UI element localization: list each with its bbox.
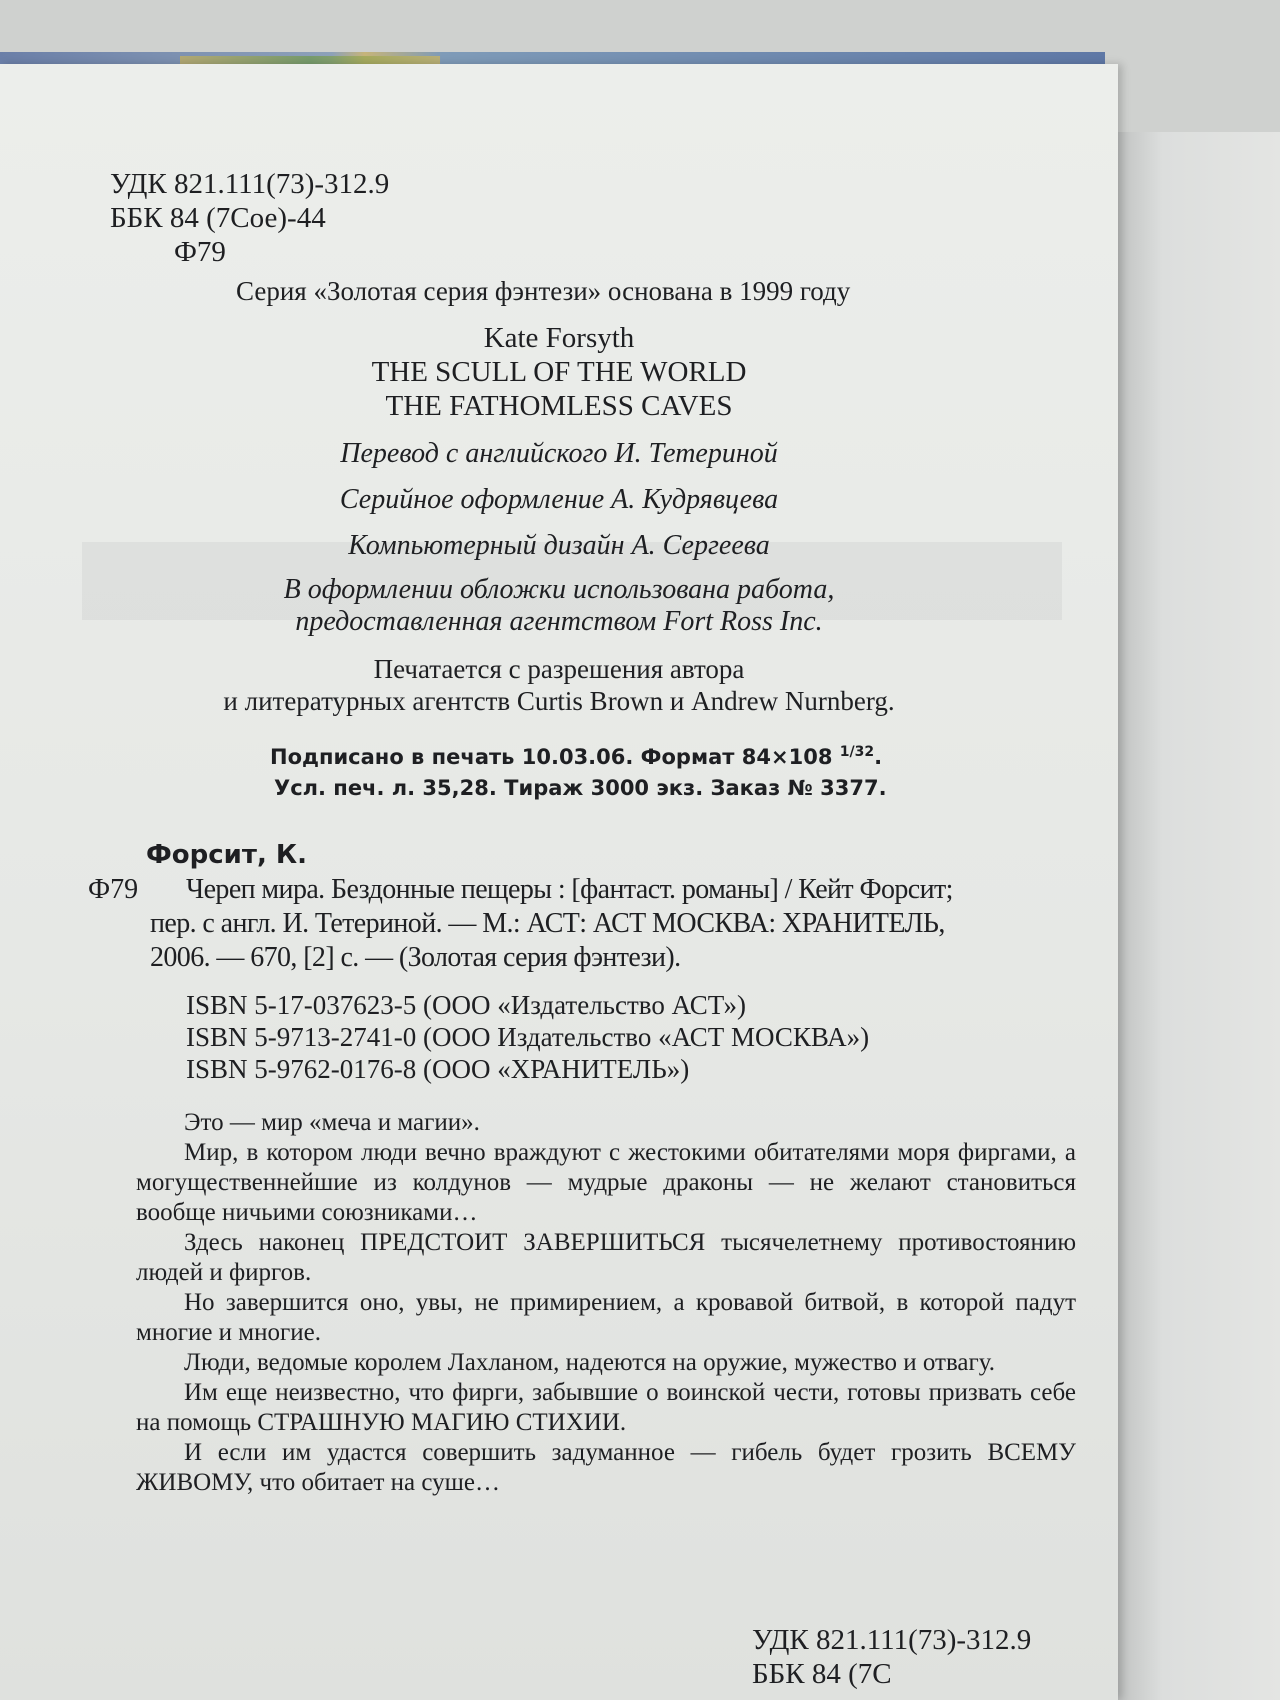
author-mark: Ф79 — [174, 236, 226, 268]
isbn-ast: ISBN 5-17-037623-5 (ООО «Издательство АСТ») — [186, 990, 747, 1020]
computer-design-credit: Компьютерный дизайн А. Сергеева — [348, 530, 770, 561]
annotation-paragraph — [136, 1108, 1076, 1498]
annotation-line: И если им удастся совершить задуманное — гибель будет грозить ВСЕМУ ЖИВОМУ, что обитает на суше… — [136, 1439, 1076, 1496]
catalog-entry-line-3: 2006. — 670, [2] с. — (Золотая серия фэнтези). — [150, 942, 681, 973]
catalog-mark: Ф79 — [88, 874, 139, 905]
print-info-end: . — [874, 745, 883, 769]
annotation-line: Но завершится оно, увы, не примирением, а кровавой битвой, в которой падут многие и многие. — [136, 1289, 1076, 1346]
facing-page — [1112, 132, 1280, 1700]
udk-code: УДК 821.111(73)-312.9 — [110, 168, 390, 200]
original-author: Kate Forsyth — [483, 322, 635, 354]
print-info-line-2: Усл. печ. л. 35,28. Тираж 3000 экз. Заказ № 3377. — [274, 776, 887, 800]
series-design-credit: Серийное оформление А. Кудрявцева — [339, 484, 779, 515]
translator-credit: Перевод с английского И. Тетериной — [340, 438, 778, 469]
series-note: Серия «Золотая серия фэнтези» основана в 1999 году — [236, 276, 851, 306]
annotation-line: Люди, ведомые королем Лахланом, надеются на оружие, мужество и отвагу. — [184, 1349, 996, 1376]
print-info-line-1 — [270, 744, 882, 769]
permission-line-2: и литературных агентств Curtis Brown и Andrew Nurnberg. — [223, 686, 895, 716]
imprint-page — [0, 64, 1118, 1700]
catalog-entry-line-1: Череп мира. Бездонные пещеры : [фантаст. романы] / Кейт Форсит; — [186, 874, 953, 905]
footer-udk: УДК 821.111(73)-312.9 — [752, 1624, 1032, 1656]
print-info-text: Подписано в печать 10.03.06. Формат 84×108 — [270, 745, 833, 769]
bbk-code: ББК 84 (7Сое)-44 — [110, 202, 326, 234]
isbn-khranitel: ISBN 5-9762-0176-8 (ООО «ХРАНИТЕЛЬ») — [186, 1054, 690, 1084]
cover-credit-line-1: В оформлении обложки использована работа, — [283, 574, 835, 605]
catalog-entry-line-2: пер. с англ. И. Тетериной. — М.: АСТ: АСТ МОСКВА: ХРАНИТЕЛЬ, — [150, 908, 945, 939]
isbn-ast-moskva: ISBN 5-9713-2741-0 (ООО Издательство «АСТ МОСКВА») — [186, 1022, 870, 1052]
permission-line-1: Печатается с разрешения автора — [373, 654, 745, 684]
original-title-1: THE SCULL OF THE WORLD — [371, 356, 747, 388]
original-title-2: THE FATHOMLESS CAVES — [385, 390, 733, 422]
catalog-heading: Форсит, К. — [146, 840, 308, 870]
cover-credit-line-2: предоставленная агентством Fort Ross Inc. — [295, 606, 823, 637]
annotation-line: Это — мир «меча и магии». — [184, 1109, 480, 1136]
footer-bbk-partial: ББК 84 (7С — [752, 1658, 892, 1690]
annotation-line: Здесь наконец ПРЕДСТОИТ ЗАВЕРШИТЬСЯ тысячелетнему противостоянию людей и фиргов. — [136, 1229, 1076, 1286]
annotation-line: Им еще неизвестно, что фирги, забывшие о воинской чести, готовы призвать себе на помощь СТРАШНУЮ МАГИЮ СТИХИИ. — [136, 1379, 1076, 1436]
annotation-line: Мир, в котором люди вечно враждуют с жестокими обитателями моря фиргами, а могущественнейшие из колдунов — мудрые драконы — не желают становиться вообще ничьими союзниками… — [136, 1139, 1076, 1226]
format-fraction: 1/32 — [839, 744, 875, 760]
